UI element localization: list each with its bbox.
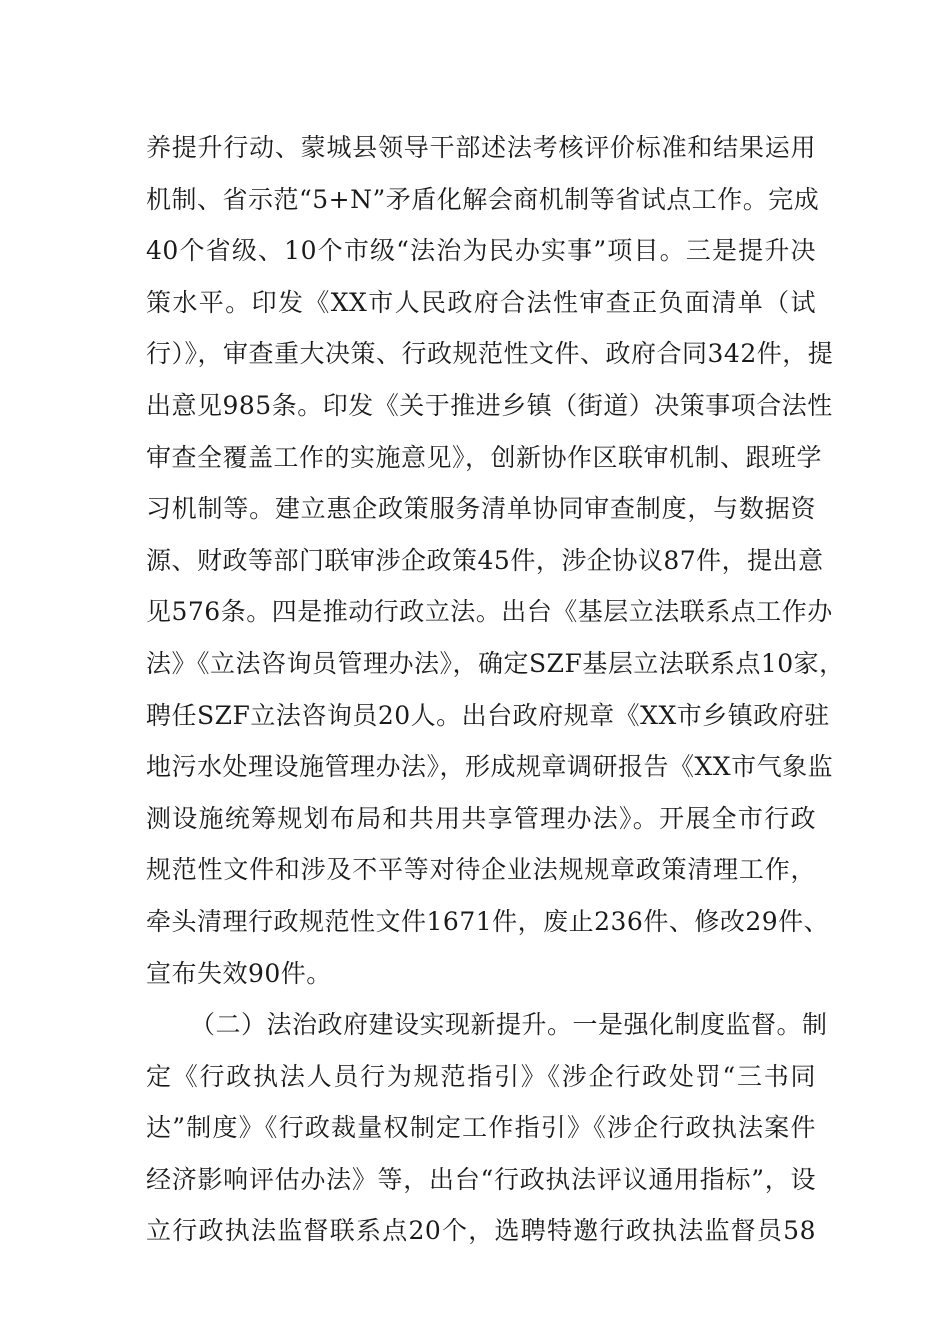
section-heading-line: （二）法治政府建设实现新提升。一是强化制度监督。制 xyxy=(190,1010,828,1040)
text-line: 见576条。四是推动行政立法。出台《基层立法联系点工作办 xyxy=(146,597,833,627)
text-line: 机制、省示范“5+N”矛盾化解会商机制等省试点工作。完成 xyxy=(146,184,820,214)
text-line: 行）》，审查重大决策、行政规范性文件、政府合同342件，提 xyxy=(146,339,834,369)
text-line: 经济影响评估办法》等，出台“行政执法评议通用指标”，设 xyxy=(146,1164,816,1194)
text-line: 牵头清理行政规范性文件1671件，废止236件、修改29件、 xyxy=(146,906,830,936)
text-line: 习机制等。建立惠企政策服务清单协同审查制度，与数据资 xyxy=(146,494,816,524)
text-line: 规范性文件和涉及不平等对待企业法规规章政策清理工作， xyxy=(146,855,816,885)
text-line: 地污水处理设施管理办法》，形成规章调研报告《XX市气象监 xyxy=(146,752,834,782)
text-line: 法》《立法咨询员管理办法》，确定SZF基层立法联系点10家， xyxy=(146,648,845,678)
text-line: 40个省级、10个市级“法治为民办实事”项目。三是提升决 xyxy=(146,236,816,266)
text-line: 达”制度》《行政裁量权制定工作指引》《涉企行政执法案件 xyxy=(146,1113,816,1143)
text-line: 立行政执法监督联系点20个，选聘特邀行政执法监督员58 xyxy=(146,1216,816,1246)
text-line: 审查全覆盖工作的实施意见》，创新协作区联审机制、跟班学 xyxy=(146,442,823,472)
text-line: 测设施统筹规划布局和共用共享管理办法》。开展全市行政 xyxy=(146,803,816,833)
text-line: 源、财政等部门联审涉企政策45件，涉企协议87件，提出意 xyxy=(146,545,824,575)
body-text xyxy=(146,122,845,1257)
text-line: 聘任SZF立法咨询员20人。出台政府规章《XX市乡镇政府驻 xyxy=(146,700,830,730)
text-line: 策水平。印发《XX市人民政府合法性审查正负面清单（试 xyxy=(146,287,816,317)
text-line: 定《行政执法人员行为规范指引》《涉企行政处罚“三书同 xyxy=(146,1061,816,1091)
paragraph-end-line: 宣布失效90件。 xyxy=(146,958,332,988)
text-line: 养提升行动、蒙城县领导干部述法考核评价标准和结果运用 xyxy=(146,133,816,162)
text-line: 出意见985条。印发《关于推进乡镇（街道）决策事项合法性 xyxy=(146,390,833,420)
